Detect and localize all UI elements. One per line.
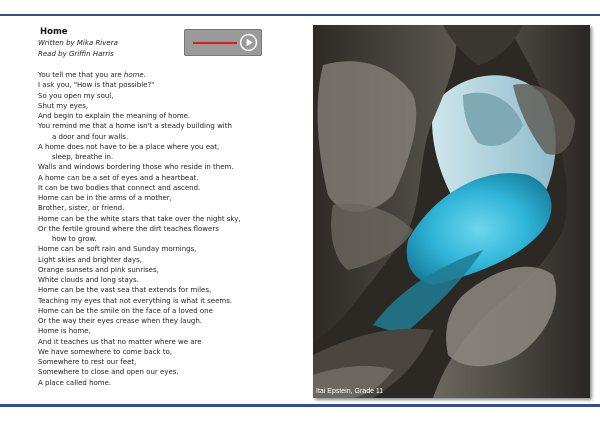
- top-divider: [0, 14, 600, 16]
- poem-line: Orange sunsets and pink sunrises,: [38, 265, 159, 274]
- poem-line: Home can be in the arms of a mother,: [38, 194, 172, 202]
- poem-line: White clouds and long stays.: [38, 276, 139, 284]
- cave-photo: [313, 25, 590, 398]
- poem-line-emphasis: home.: [123, 71, 146, 79]
- poem-line: Or the way their eyes crease when they laugh.: [38, 317, 202, 325]
- poem-line: Brother, sister, or friend.: [38, 204, 125, 213]
- poem-line-text: You tell me that you are: [38, 71, 124, 79]
- play-icon[interactable]: [239, 33, 258, 52]
- poem-body: [38, 70, 298, 388]
- poem-line: Or the fertile ground where the dirt teaches flowers: [38, 224, 219, 233]
- poem-line: Home can be soft rain and Sunday mornings,: [38, 245, 197, 254]
- poem-line: Shut my eyes,: [38, 101, 89, 110]
- poem-line: Home is home,: [38, 327, 91, 336]
- poem-line: Teaching my eyes that not everything is what it seems.: [38, 296, 233, 305]
- poem-line: So you open my soul,: [38, 91, 114, 100]
- poem-line: how to grow.: [52, 235, 97, 243]
- poem-line: And begin to explain the meaning of home.: [38, 112, 191, 120]
- poem-line: Somewhere to rest our feet,: [38, 358, 137, 366]
- poem-line: Walls and windows bordering those who reside in them.: [38, 163, 234, 172]
- poem-line: Somewhere to close and open our eyes.: [38, 368, 179, 377]
- poem-line: [38, 70, 298, 80]
- cave-image: [313, 25, 590, 398]
- poem-line: sleep, breathe in.: [52, 153, 114, 161]
- poem-line: Light skies and brighter days,: [38, 255, 142, 264]
- poem-line: Home can be the smile on the face of a loved one: [38, 306, 213, 315]
- poem-title: Home: [40, 27, 68, 37]
- audio-player[interactable]: [184, 29, 262, 56]
- poem-line: A place called home.: [38, 378, 112, 387]
- poem-line: a door and four walls.: [52, 132, 129, 141]
- poem-line: Home can be the vast sea that extends for miles,: [38, 286, 212, 295]
- poem-line: You remind me that a home isn't a steady building with: [38, 122, 232, 131]
- poem-line: We have somewhere to come back to,: [38, 347, 173, 356]
- poem-line: Home can be the white stars that take over the night sky,: [38, 214, 241, 223]
- photo-caption: Itai Epstein, Grade 11: [316, 388, 384, 395]
- poem-line: A home can be a set of eyes and a heartbeat.: [38, 173, 199, 182]
- poem-line: I ask you, "How is that possible?": [38, 81, 155, 90]
- author-credit: Written by Mika Rivera: [38, 39, 118, 47]
- poem-line: And it teaches us that no matter where we are: [38, 337, 202, 346]
- poem-line: It can be two bodies that connect and ascend.: [38, 183, 201, 192]
- reader-credit: Read by Griffin Harris: [38, 50, 114, 58]
- audio-progress-track[interactable]: [193, 42, 237, 44]
- bottom-divider: [0, 404, 600, 407]
- poem-line: A home does not have to be a place where you eat,: [38, 142, 220, 151]
